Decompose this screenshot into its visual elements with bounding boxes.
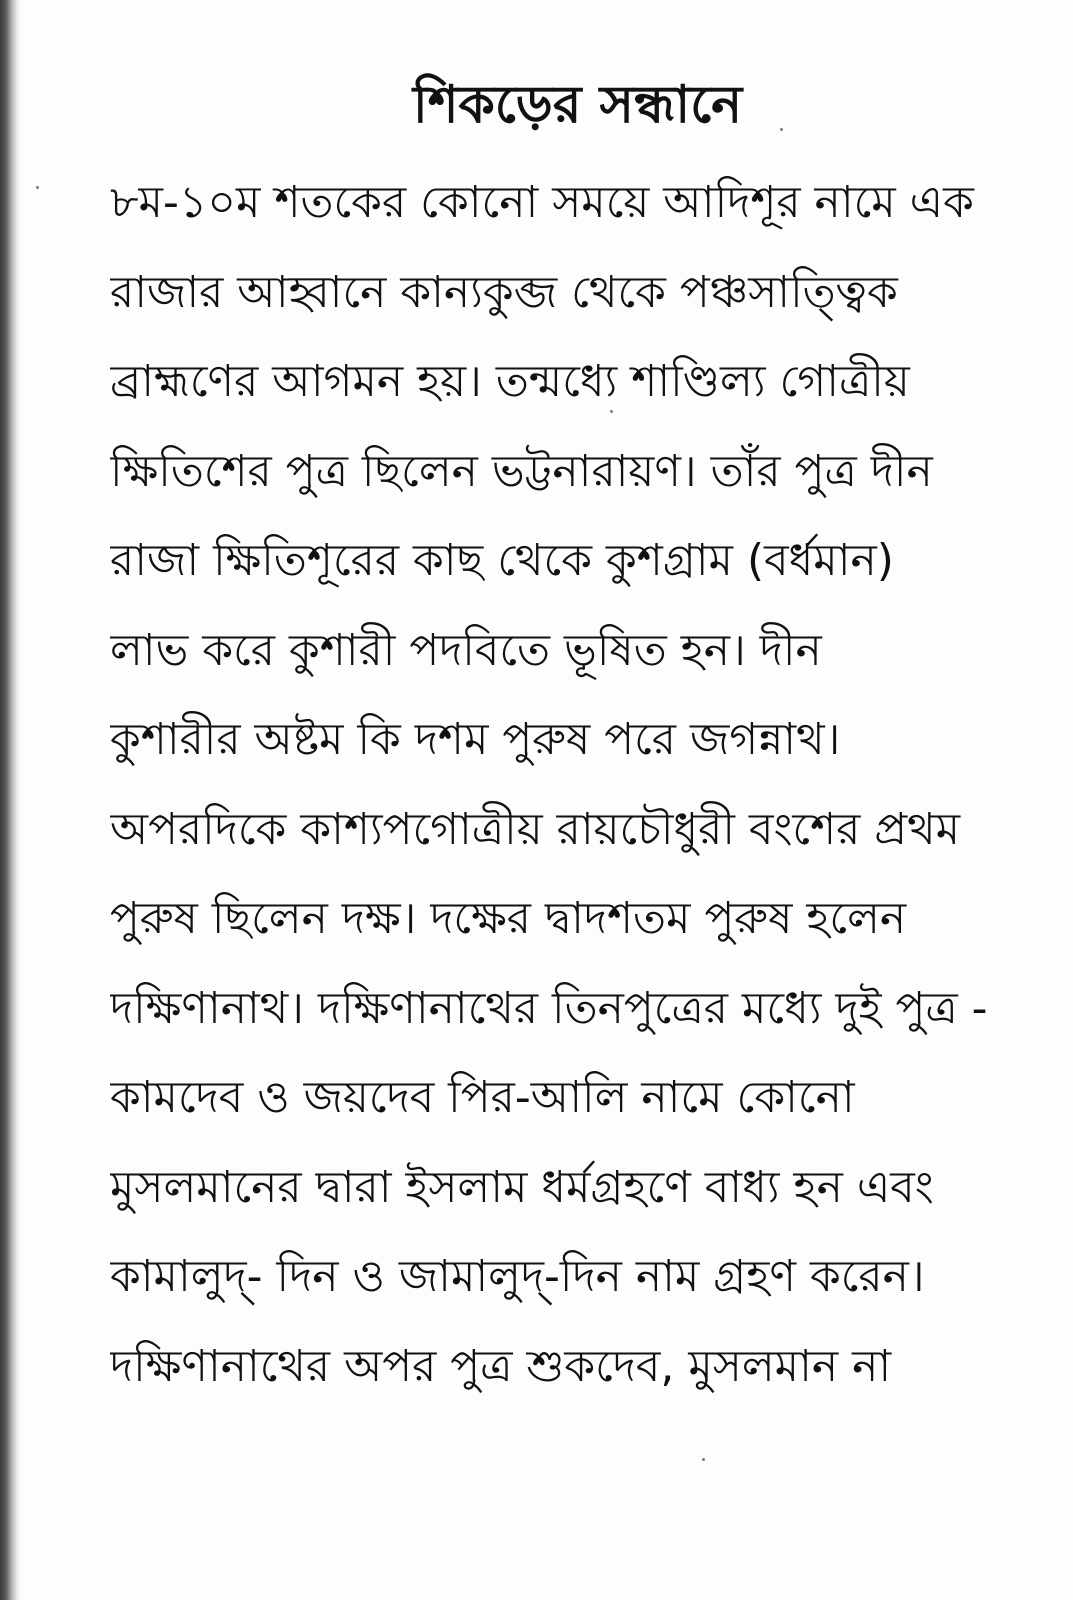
- text-line: অপরদিকে কাশ্যপগোত্রীয় রায়চৌধুরী বংশের প্রথম: [110, 803, 961, 855]
- text-line: দক্ষিণানাথ। দক্ষিণানাথের তিনপুত্রের মধ্যে দুই পুত্র -: [110, 982, 988, 1034]
- document-page: [22, 0, 1073, 1600]
- text-line: কামদেব ও জয়দেব পির-আলি নামে কোনো: [110, 1072, 855, 1123]
- text-line: পুরুষ ছিলেন দক্ষ। দক্ষের দ্বাদশতম পুরুষ হলেন: [110, 893, 907, 944]
- text-line: কুশারীর অষ্টম কি দশম পুরুষ পরে জগন্নাথ।: [110, 714, 841, 765]
- text-line: কামালুদ্- দিন ও জামালুদ্-দিন নাম গ্রহণ করেন।: [110, 1251, 925, 1302]
- text-line: রাজা ক্ষিতিশূরের কাছ থেকে কুশগ্রাম (বর্ধমান): [110, 535, 894, 586]
- text-line: মুসলমানের দ্বারা ইসলাম ধর্মগ্রহণে বাধ্য হন এবং: [110, 1161, 934, 1213]
- text-line: দক্ষিণানাথের অপর পুত্র শুকদেব, মুসলমান না: [110, 1340, 892, 1392]
- scan-speck: [610, 410, 613, 413]
- text-line: ব্রাহ্মণের আগমন হয়। তন্মধ্যে শাণ্ডিল্য গোত্রীয়: [110, 356, 910, 407]
- text-line: রাজার আহ্বানে কান্যকুব্জ থেকে পঞ্চসাত্ত্বিক: [110, 266, 898, 318]
- scan-edge-shadow: [0, 0, 22, 1600]
- scan-speck: [780, 128, 783, 131]
- text-line: ক্ষিতিশের পুত্র ছিলেন ভট্টনারায়ণ। তাঁর পুত্র দীন: [110, 445, 933, 497]
- page-title: শিকড়ের সন্ধানে: [412, 75, 743, 135]
- body-text: [110, 168, 1060, 1421]
- scan-speck: [702, 1458, 705, 1461]
- scan-speck: [36, 186, 39, 189]
- text-line: লাভ করে কুশারী পদবিতে ভূষিত হন। দীন: [110, 624, 822, 676]
- text-line: ৮ম-১০ম শতকের কোনো সময়ে আদিশূর নামে এক: [110, 177, 974, 228]
